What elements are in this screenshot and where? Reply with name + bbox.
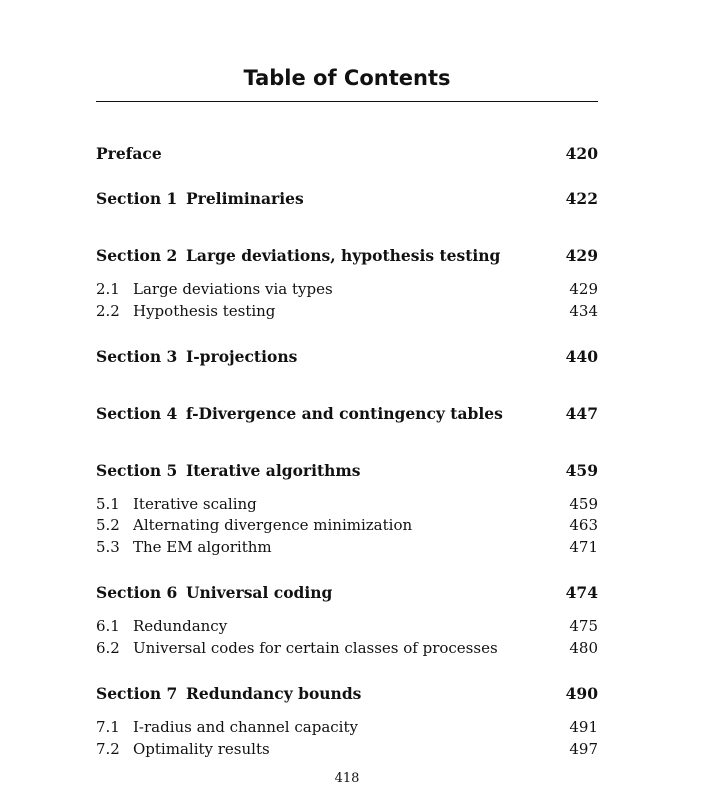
toc-subentry-title: I-radius and channel capacity: [133, 718, 358, 736]
toc-entry-title: Iterative algorithms: [186, 461, 361, 480]
toc-subentry-page: 463: [569, 516, 598, 534]
toc-subentry-6-2[interactable]: [96, 637, 598, 659]
toc-entry-title: Universal coding: [186, 583, 333, 602]
toc-subentry-page: 497: [569, 740, 598, 758]
toc-subentry-page: 475: [569, 617, 598, 635]
toc-subentry-title: Optimality results: [133, 740, 270, 758]
footer-page-number: 418: [334, 771, 360, 786]
toc-subentry-7-2[interactable]: [96, 738, 598, 760]
toc-entry-label: Section 5: [96, 461, 178, 480]
toc-subentry-number: 5.3: [96, 538, 120, 556]
toc-subentry-number: 5.2: [96, 516, 120, 534]
toc-subentry-7-1[interactable]: [96, 716, 598, 738]
toc-subentry-page: 471: [569, 538, 598, 556]
toc-subentry-number: 6.2: [96, 639, 120, 657]
toc-subentry-number: 5.1: [96, 495, 120, 513]
toc-entry-page: 420: [565, 144, 598, 163]
toc-subentry-5-2[interactable]: [96, 514, 598, 536]
title-rule: [96, 101, 598, 102]
toc-entry-page: 447: [565, 404, 598, 423]
toc-entry-section-6[interactable]: [96, 582, 598, 604]
toc-entry-page: 490: [565, 684, 598, 703]
toc-subentry-title: Universal codes for certain classes of processes: [133, 639, 498, 657]
toc-subentry-number: 7.1: [96, 718, 120, 736]
toc-entry-page: 474: [565, 583, 598, 602]
toc-entry-title: Large deviations, hypothesis testing: [186, 246, 501, 265]
toc-subentry-number: 7.2: [96, 740, 120, 758]
toc-entry-page: 440: [565, 347, 598, 366]
toc-entry-section-5[interactable]: [96, 460, 598, 482]
toc-entry-section-3[interactable]: [96, 346, 598, 368]
toc-entry-label: Section 2: [96, 246, 178, 265]
toc-subentry-title: Alternating divergence minimization: [133, 516, 413, 534]
toc-entry-title: f-Divergence and contingency tables: [186, 404, 503, 423]
toc-entry-title: I-projections: [186, 347, 298, 366]
toc-subentry-title: Hypothesis testing: [133, 302, 276, 320]
toc-entry-page: 422: [565, 189, 598, 208]
toc-subentry-page: 434: [569, 302, 598, 320]
toc-entry-label: Section 6: [96, 583, 178, 602]
toc-entry-label: Preface: [96, 144, 162, 163]
toc-entry-label: Section 7: [96, 684, 178, 703]
toc-entry-title: Redundancy bounds: [186, 684, 362, 703]
page-title: Table of Contents: [243, 66, 451, 90]
toc-subentry-page: 480: [569, 639, 598, 657]
toc-subentry-5-1[interactable]: [96, 493, 598, 515]
toc-subentry-6-1[interactable]: [96, 615, 598, 637]
toc-subentry-2-1[interactable]: [96, 278, 598, 300]
toc-subentry-page: 459: [569, 495, 598, 513]
toc-subentry-title: Redundancy: [133, 617, 228, 635]
toc-subentry-5-3[interactable]: [96, 536, 598, 558]
toc-entry-preface[interactable]: [96, 143, 598, 165]
toc-subentry-number: 2.2: [96, 302, 120, 320]
toc-entry-title: Preliminaries: [186, 189, 304, 208]
toc-entry-section-2[interactable]: [96, 245, 598, 267]
toc-entry-section-7[interactable]: [96, 683, 598, 705]
toc-subentry-page: 429: [569, 280, 598, 298]
toc-subentry-title: Large deviations via types: [133, 280, 333, 298]
toc-subentry-number: 2.1: [96, 280, 120, 298]
toc-entry-page: 429: [565, 246, 598, 265]
toc-subentry-page: 491: [569, 718, 598, 736]
toc-subentry-title: The EM algorithm: [133, 538, 272, 556]
toc-subentry-title: Iterative scaling: [133, 495, 257, 513]
toc-entry-page: 459: [565, 461, 598, 480]
toc-entry-label: Section 1: [96, 189, 178, 208]
toc-entry-section-4[interactable]: [96, 403, 598, 425]
toc-subentry-number: 6.1: [96, 617, 120, 635]
toc-entry-label: Section 4: [96, 404, 178, 423]
toc-entry-label: Section 3: [96, 347, 178, 366]
toc-subentry-2-2[interactable]: [96, 300, 598, 322]
toc-entry-section-1[interactable]: [96, 188, 598, 210]
